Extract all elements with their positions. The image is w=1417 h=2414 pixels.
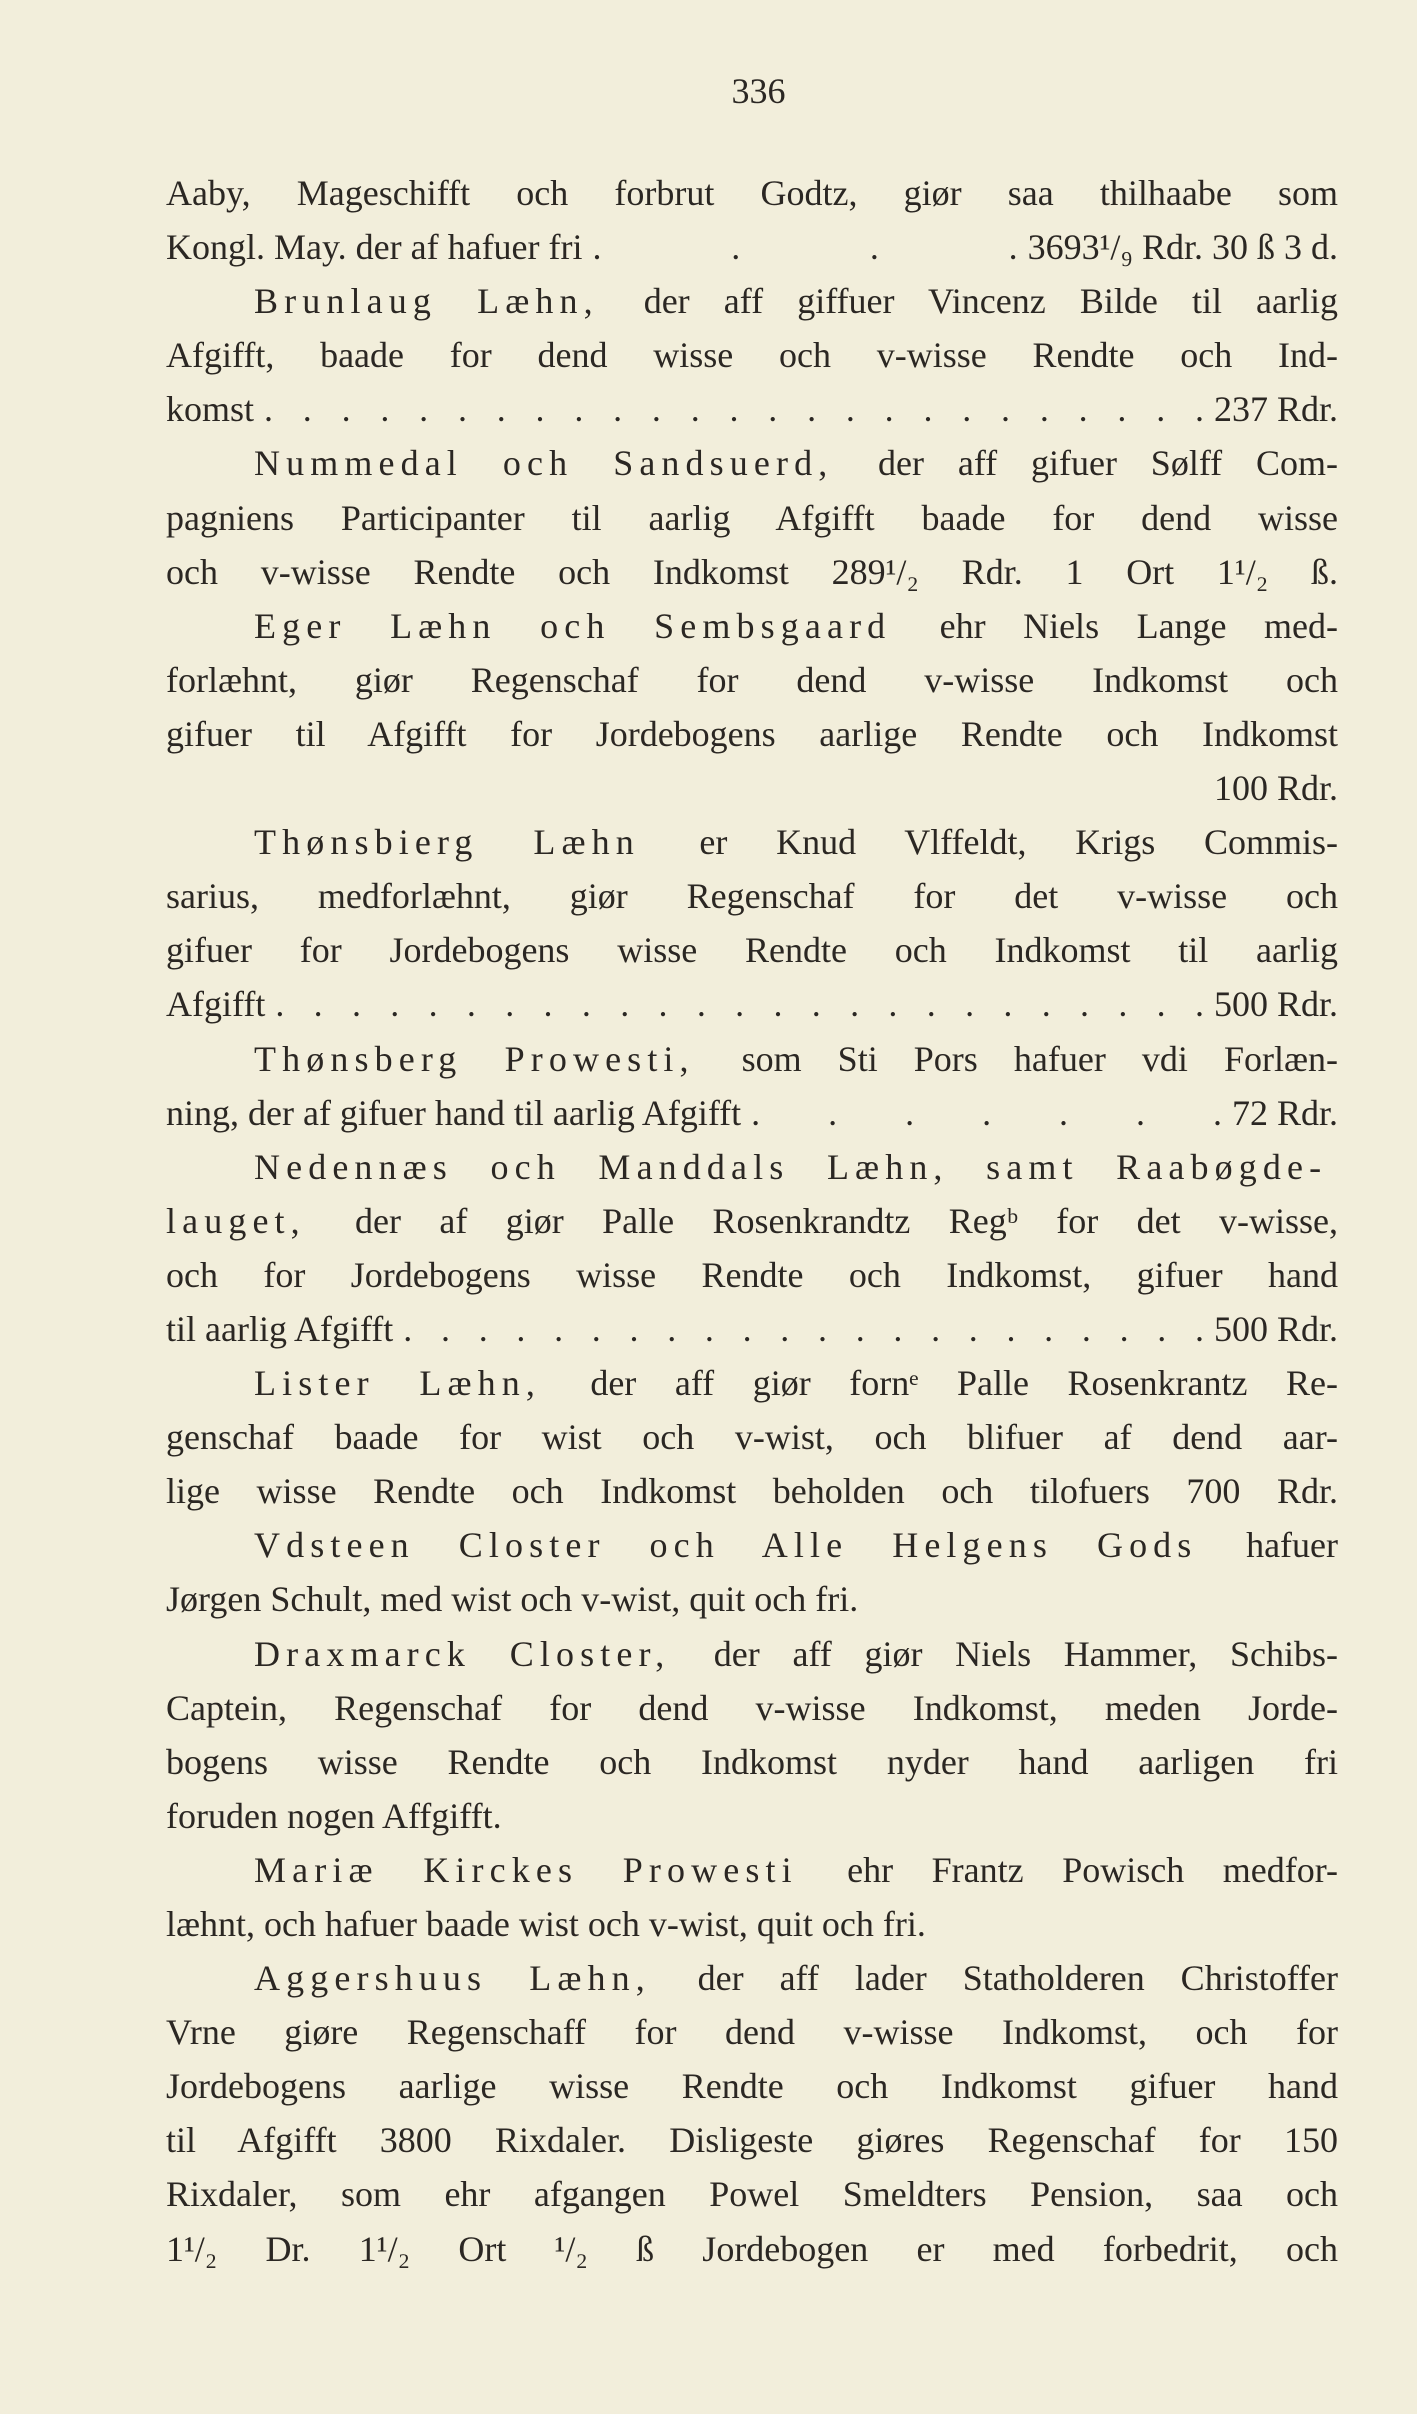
body-text: der af giør Palle Rosenkrandtz Regᵇ for det v-wisse, xyxy=(355,1200,1339,1241)
text-line xyxy=(166,328,1338,382)
text-line xyxy=(166,166,1338,220)
entry-heading: Mariæ Kirckes Prowesti xyxy=(254,1849,798,1890)
line-text xyxy=(254,1032,1338,1086)
line-text xyxy=(254,274,1338,328)
entry-heading: Draxmarck Closter, xyxy=(254,1633,671,1674)
line-text xyxy=(254,1140,1338,1194)
text-line xyxy=(166,1140,1338,1194)
text-line xyxy=(166,1518,1338,1572)
entry-heading: Brunlaug Læhn, xyxy=(254,281,599,322)
text-line xyxy=(166,1627,1338,1681)
line-text xyxy=(166,653,1338,707)
line-text xyxy=(166,977,265,1031)
body-text: ehr Niels Lange med- xyxy=(939,605,1339,646)
body-text: er Knud Vlffeldt, Krigs Commis- xyxy=(699,822,1339,863)
text-line xyxy=(166,707,1338,761)
line-text xyxy=(166,166,1338,220)
body-text: Kongl. May. der af hafuer fri xyxy=(166,227,583,268)
body-text: och v-wisse Rendte och Indkomst 289¹/₂ Rdr. 1 Ort 1¹/₂ ß. xyxy=(166,551,1338,592)
line-text xyxy=(166,1681,1338,1735)
body-text: sarius, medforlæhnt, giør Regenschaf for det v-wisse och xyxy=(166,876,1338,917)
body-text: bogens wisse Rendte och Indkomst nyder hand aarligen fri xyxy=(166,1741,1338,1782)
text-line xyxy=(166,274,1338,328)
body-text: gifuer for Jordebogens wisse Rendte och Indkomst til aarlig xyxy=(166,930,1338,971)
text-line xyxy=(166,2113,1338,2167)
text-line xyxy=(166,923,1338,977)
line-text xyxy=(166,2113,1338,2167)
line-text xyxy=(166,2222,1338,2276)
text-line xyxy=(166,977,1338,1031)
text-line xyxy=(166,382,1338,436)
text-line xyxy=(166,1897,1338,1951)
line-text xyxy=(254,1627,1338,1681)
body-text: forlæhnt, giør Regenschaf for dend v-wisse Indkomst och xyxy=(166,659,1338,700)
line-text xyxy=(166,382,254,436)
text-line xyxy=(166,653,1338,707)
line-text xyxy=(166,1897,926,1951)
body-text: Jørgen Schult, med wist och v-wist, quit och fri. xyxy=(166,1579,859,1620)
body-text: ehr Frantz Powisch medfor- xyxy=(847,1849,1338,1890)
entry-heading: Lister Læhn, xyxy=(254,1363,541,1404)
text-line xyxy=(166,1032,1338,1086)
body-text: hafuer xyxy=(1246,1525,1338,1566)
line-text xyxy=(166,2059,1338,2113)
body-text: til Afgifft 3800 Rixdaler. Disligeste giøres Regenschaf for 150 xyxy=(166,2120,1338,2161)
line-text xyxy=(166,1302,393,1356)
line-text xyxy=(254,1518,1338,1572)
text-line xyxy=(166,2005,1338,2059)
text-line xyxy=(166,2167,1338,2221)
entry-heading: Thønsbierg Læhn xyxy=(254,822,640,863)
text-line xyxy=(166,1681,1338,1735)
text-line xyxy=(166,599,1338,653)
body-text: der aff giør Niels Hammer, Schibs- xyxy=(713,1633,1338,1674)
text-line xyxy=(166,220,1338,274)
text-line xyxy=(166,1248,1338,1302)
body-text: lige wisse Rendte och Indkomst beholden och tilofuers 700 Rdr. xyxy=(166,1471,1338,1512)
body-text: genschaf baade for wist och v-wist, och blifuer af dend aar- xyxy=(166,1417,1338,1458)
entry-heading: Eger Læhn och Sembsgaard xyxy=(254,605,892,646)
text-line xyxy=(166,815,1338,869)
amount: 500 Rdr. xyxy=(1213,984,1338,1025)
body-text: til aarlig Afgifft xyxy=(166,1308,394,1349)
text-line xyxy=(166,1843,1338,1897)
line-text xyxy=(254,1843,1338,1897)
line-text xyxy=(254,1356,1338,1410)
line-text xyxy=(166,2005,1338,2059)
body-text: Aaby, Mageschifft och forbrut Godtz, giør saa thilhaabe som xyxy=(166,173,1338,213)
body-text: Afgifft, baade for dend wisse och v-wisse Rendte och Ind- xyxy=(166,335,1338,376)
body-text: 1¹/₂ Dr. 1¹/₂ Ort ¹/₂ ß Jordebogen er med forbedrit, och xyxy=(166,2228,1338,2269)
line-text xyxy=(166,2167,1338,2221)
line-text xyxy=(166,220,583,274)
line-text xyxy=(166,1194,1338,1248)
body-text: der aff giør fornᵉ Palle Rosenkrantz Re- xyxy=(590,1363,1339,1404)
line-text xyxy=(166,707,1338,761)
entry-heading: Thønsberg Prowesti, xyxy=(254,1038,695,1079)
body-text: der aff lader Statholderen Christoffer xyxy=(697,1958,1338,1999)
text-line xyxy=(166,2059,1338,2113)
line-text xyxy=(166,1464,1338,1518)
line-text xyxy=(166,328,1338,382)
dot-leader: . . . . . . . xyxy=(751,1092,1222,1133)
text-line xyxy=(166,869,1338,923)
line-text xyxy=(166,1248,1338,1302)
entry-heading: Vdsteen Closter och Alle Helgens Gods xyxy=(254,1525,1198,1566)
line-text xyxy=(166,491,1338,545)
line-text xyxy=(254,436,1338,490)
body-text: læhnt, och hafuer baade wist och v-wist, quit och fri. xyxy=(166,1904,926,1944)
body-text: ning, der af gifuer hand til aarlig Afgifft xyxy=(166,1092,742,1133)
text-line xyxy=(166,1302,1338,1356)
text-line xyxy=(166,1464,1338,1518)
body-text: Afgifft xyxy=(166,984,266,1025)
amount: 100 Rdr. xyxy=(1213,768,1338,809)
text-line xyxy=(166,545,1338,599)
body-text: pagniens Participanter til aarlig Afgifft baade for dend wisse xyxy=(166,497,1338,538)
text-line xyxy=(166,436,1338,490)
body-text: gifuer til Afgifft for Jordebogens aarlige Rendte och Indkomst xyxy=(166,713,1338,754)
body-text: och for Jordebogens wisse Rendte och Indkomst, gifuer hand xyxy=(166,1254,1338,1295)
body-text: Captein, Regenschaf for dend v-wisse Indkomst, meden Jorde- xyxy=(166,1687,1338,1728)
page-number: 336 xyxy=(731,71,786,111)
amount: 3693¹/₉ Rdr. 30 ß 3 d. xyxy=(1027,227,1338,268)
text-line xyxy=(166,2222,1338,2276)
text-line xyxy=(166,491,1338,545)
amount: 72 Rdr. xyxy=(1231,1092,1338,1133)
line-text xyxy=(254,599,1338,653)
entry-heading: Nedennæs och Manddals Læhn, samt Raabøgde- xyxy=(254,1146,1328,1187)
amount: 500 Rdr. xyxy=(1213,1308,1338,1349)
text-line xyxy=(166,1735,1338,1789)
dot-leader: . . . . . . . . . . . . . . . . . . . . . . xyxy=(403,1308,1204,1349)
body-text: som Sti Pors hafuer vdi Forlæn- xyxy=(741,1038,1338,1079)
dot-leader: . . . . xyxy=(592,227,1018,268)
text-line xyxy=(166,1572,1338,1626)
dot-leader: . . . . . . . . . . . . . . . . . . . . . . . . . xyxy=(275,984,1204,1025)
line-text xyxy=(166,869,1338,923)
page-text xyxy=(166,166,1338,2276)
text-line xyxy=(166,761,1338,815)
text-line xyxy=(166,1789,1338,1843)
dot-leader: . . . . . . . . . . . . . . . . . . . . . . . . . xyxy=(264,389,1204,430)
text-line xyxy=(166,1410,1338,1464)
text-line xyxy=(166,1951,1338,2005)
text-line xyxy=(166,1194,1338,1248)
entry-heading: Nummedal och Sandsuerd, xyxy=(254,443,834,484)
line-text xyxy=(254,1951,1338,2005)
line-text xyxy=(166,1086,741,1140)
body-text: Jordebogens aarlige wisse Rendte och Indkomst gifuer hand xyxy=(166,2066,1338,2107)
line-text xyxy=(166,923,1338,977)
text-line xyxy=(166,1086,1338,1140)
line-text xyxy=(166,545,1338,599)
line-text xyxy=(254,815,1338,869)
entry-heading: Aggershuus Læhn, xyxy=(254,1958,651,1999)
line-text xyxy=(166,1735,1338,1789)
text-line xyxy=(166,1356,1338,1410)
body-text: Vrne giøre Regenschaff for dend v-wisse Indkomst, och for xyxy=(166,2012,1338,2053)
body-text: der aff giffuer Vincenz Bilde til aarlig xyxy=(643,281,1339,322)
line-text xyxy=(166,1789,502,1843)
body-text: foruden nogen Affgifft. xyxy=(166,1795,502,1836)
amount: 237 Rdr. xyxy=(1213,389,1338,430)
line-text xyxy=(166,1410,1338,1464)
body-text: der aff gifuer Sølff Com- xyxy=(878,443,1338,484)
line-text xyxy=(166,1572,858,1626)
entry-heading: lauget, xyxy=(166,1200,306,1241)
body-text: komst xyxy=(166,389,255,430)
body-text: Rixdaler, som ehr afgangen Powel Smeldters Pension, saa och xyxy=(166,2174,1338,2215)
